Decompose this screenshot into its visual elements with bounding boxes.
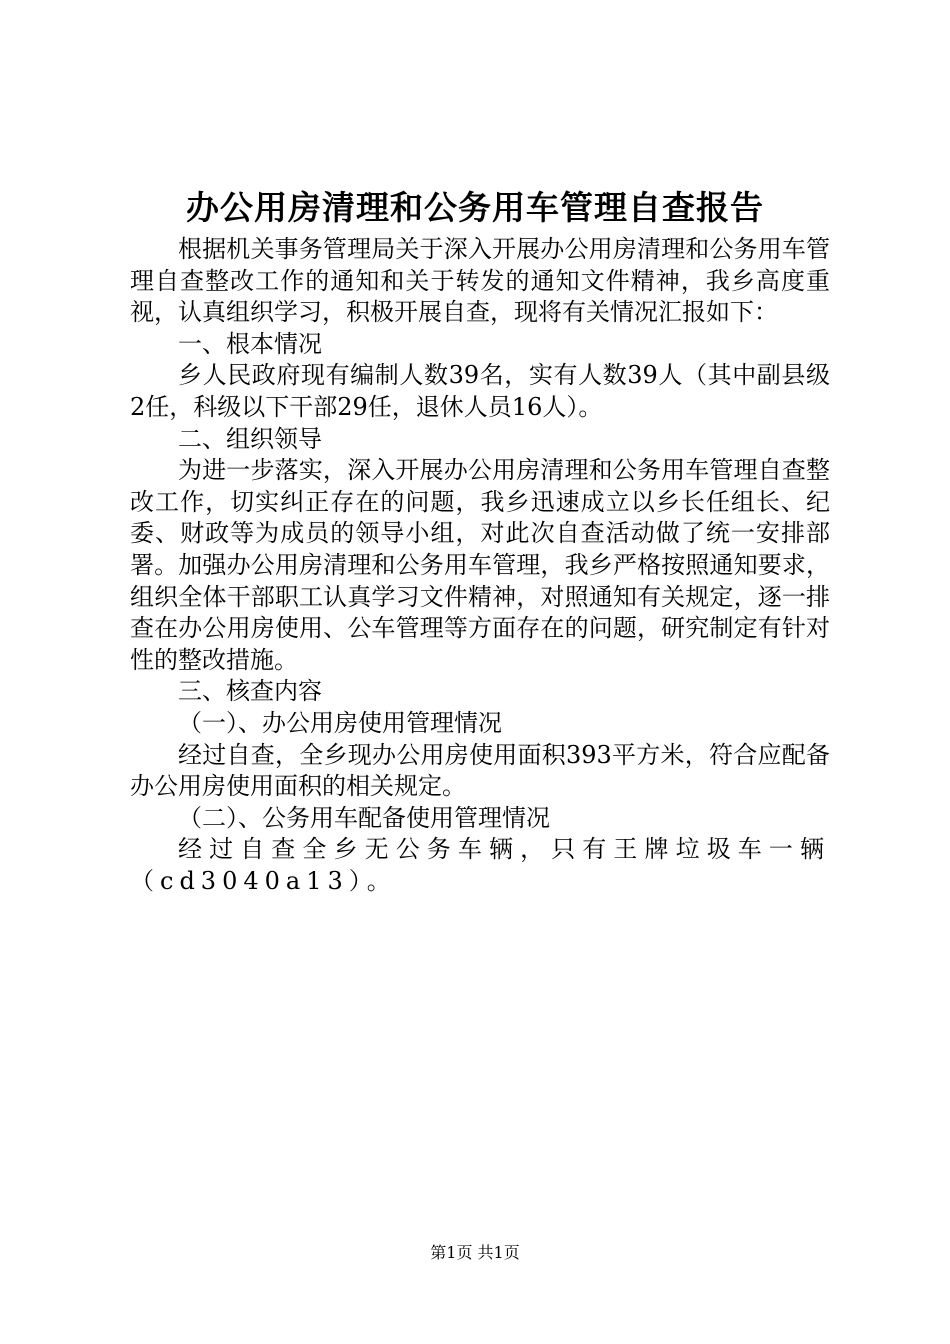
page-footer: 第1页 共1页 — [430, 1243, 520, 1262]
subsection-heading-office-space: （一）、办公用房使用管理情况 — [178, 708, 502, 737]
organization-paragraph: 为进一步落实，深入开展办公用房清理和公务用车管理自查整改工作，切实纠正存在的问题，我乡迅速成立以乡长任组长、纪委、财政等为成员的领导小组，对此次自查活动做了统一安排部署。加强办公用房清理和公务用车管理，我乡严格按照通知要求，组织全体干部职工认真学习文件精神，对照通知有关规定，逐一排查在办公用房使用、公车管理等方面存在的问题，研究制定有针对性的整改措施。 — [130, 456, 830, 674]
subsection-heading-official-vehicles: （二）、公务用车配备使用管理情况 — [178, 803, 550, 832]
office-space-paragraph: 经过自查，全乡现办公用房使用面积393平方米，符合应配备办公用房使用面积的相关规定。 — [130, 740, 830, 801]
section-heading-inspection: 三、核查内容 — [178, 677, 322, 706]
section-heading-basic-situation: 一、根本情况 — [178, 329, 322, 358]
document-body — [130, 234, 830, 897]
official-vehicles-paragraph: 经过自查全乡无公务车辆，只有王牌垃圾车一辆（cd3040a13）。 — [130, 835, 830, 895]
basic-situation-paragraph: 乡人民政府现有编制人数39名，实有人数39人（其中副县级2任，科级以下干部29任，退休人员16人）。 — [130, 361, 830, 421]
document-title: 办公用房清理和公务用车管理自查报告 — [186, 188, 764, 227]
section-heading-organization: 二、组织领导 — [178, 424, 322, 453]
intro-paragraph: 根据机关事务管理局关于深入开展办公用房清理和公务用车管理自查整改工作的通知和关于转发的通知文件精神，我乡高度重视，认真组织学习，积极开展自查，现将有关情况汇报如下： — [130, 235, 830, 327]
